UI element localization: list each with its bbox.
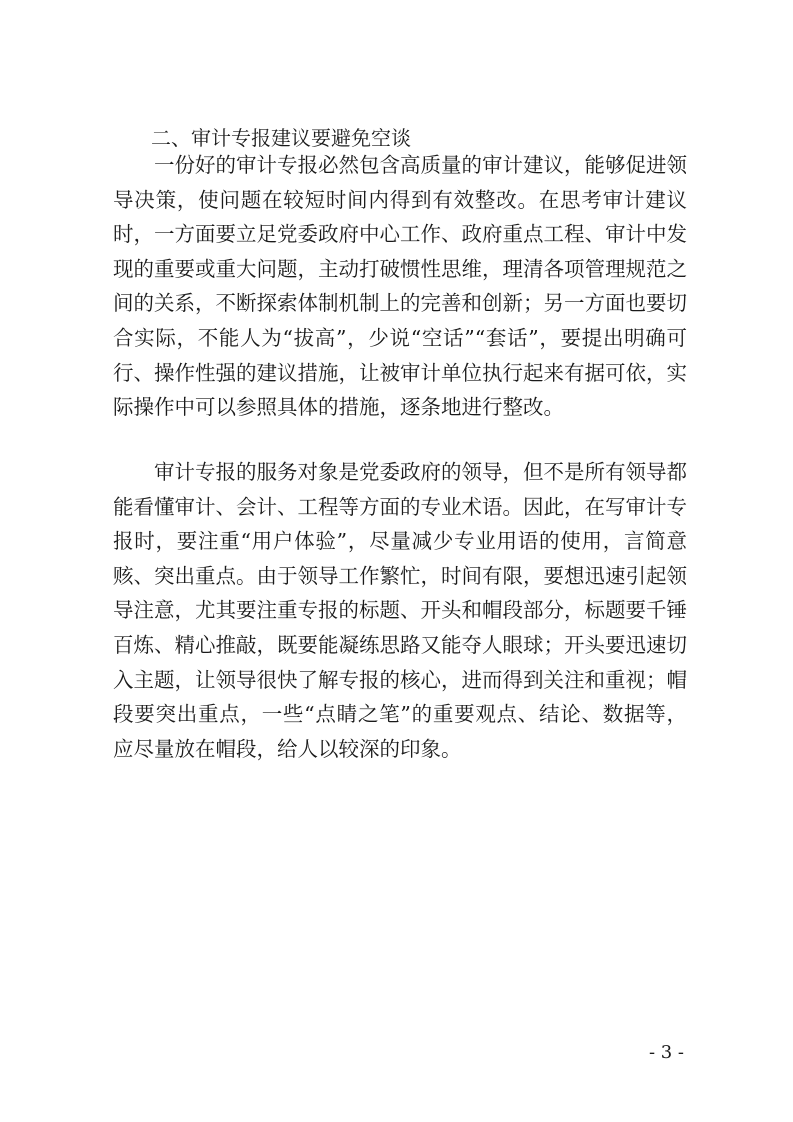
body-paragraph-1: 一份好的审计专报必然包含高质量的审计建议，能够促进领导决策，使问题在较短时间内得到有效整改。在思考审计建议时，一方面要立足党委政府中心工作、政府重点工程、审计中发现的重要或重大问题，主动打破惯性思维，理清各项管理规范之间的关系，不断探索体制机制上的完善和创新；另一方面也要切合实际，不能人为“拔高”，少说“空话”“套话”，要提出明确可行、操作性强的建议措施，让被审计单位执行起来有据可依，实际操作中可以参照具体的措施，逐条地进行整改。	[113, 153, 687, 420]
body-paragraph-2: 审计专报的服务对象是党委政府的领导，但不是所有领导都能看懂审计、会计、工程等方面的专业术语。因此，在写审计专报时，要注重“用户体验”，尽量减少专业用语的使用，言简意赅、突出重点。由于领导工作繁忙，时间有限，要想迅速引起领导注意，尤其要注重专报的标题、开头和帽段部分，标题要千锤百炼、精心推敲，既要能凝练思路又能夺人眼球；开头要迅速切入主题，让领导很快了解专报的核心，进而得到关注和重视；帽段要突出重点，一些“点睛之笔”的重要观点、结论、数据等，应尽量放在帽段，给人以较深的印象。	[113, 460, 687, 761]
page-number: - 3 -	[648, 1042, 684, 1063]
section-heading: 二、审计专报建议要避免空谈	[151, 126, 411, 150]
